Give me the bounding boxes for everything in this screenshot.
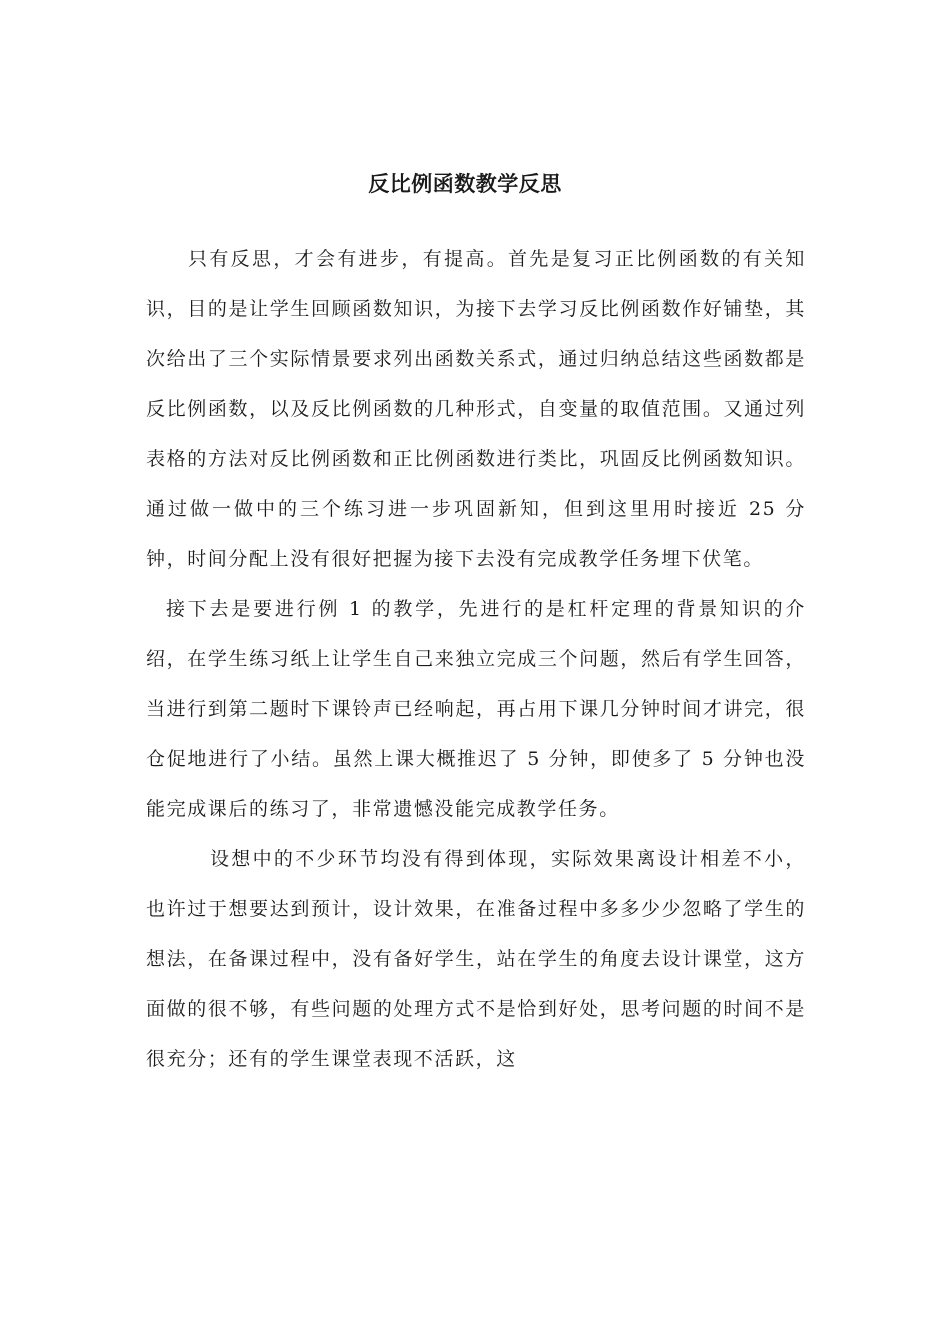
paragraph-2: 接下去是要进行例 1 的教学，先进行的是杠杆定理的背景知识的介绍，在学生练习纸上让学生自己来独立完成三个问题，然后有学生回答，当进行到第二题时下课铃声已经响起，再占用下课几分钟时间才讲完，很仓促地进行了小结。虽然上课大概推迟了 5 分钟，即使多了 5 分钟也没能完成课后的练习了，非常遗憾没能完成教学任务。: [146, 598, 806, 820]
document-title: 反比例函数教学反思: [368, 172, 562, 196]
paragraph-3: 设想中的不少环节均没有得到体现，实际效果离设计相差不小，也许过于想要达到预计，设计效果，在准备过程中多多少少忽略了学生的想法，在备课过程中，没有备好学生，站在学生的角度去设计课堂，这方面做的很不够，有些问题的处理方式不是恰到好处，思考问题的时间不是很充分；还有的学生课堂表现不活跃，这: [146, 848, 806, 1070]
paragraph-1: 只有反思，才会有进步，有提高。首先是复习正比例函数的有关知识，目的是让学生回顾函数知识，为接下去学习反比例函数作好铺垫，其次给出了三个实际情景要求列出函数关系式，通过归纳总结这些函数都是反比例函数，以及反比例函数的几种形式，自变量的取值范围。又通过列表格的方法对反比例函数和正比例函数进行类比，巩固反比例函数知识。通过做一做中的三个练习进一步巩固新知，但到这里用时接近 25 分钟，时间分配上没有很好把握为接下去没有完成教学任务埋下伏笔。: [146, 248, 806, 570]
document-body: [146, 234, 806, 1084]
